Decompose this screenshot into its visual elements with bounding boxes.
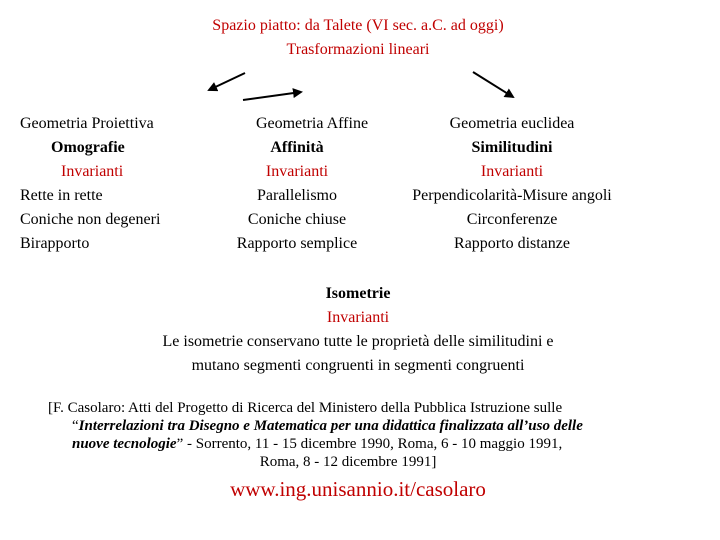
euclidea-column	[380, 112, 644, 256]
arrow-right	[473, 72, 513, 97]
citation	[48, 399, 678, 471]
affine-title: Geometria Affine	[255, 115, 369, 132]
proiettiva-column	[20, 112, 160, 256]
proiettiva-title: Geometria Proiettiva	[20, 115, 154, 132]
isometrie-line2: mutano segmenti congruenti in segmenti congruenti	[191, 357, 525, 374]
citation-title-line1: Interrelazioni tra Disegno e Matematica per una didattica finalizzata all’uso delle	[78, 418, 583, 434]
proiettiva-group: Omografie	[51, 139, 125, 156]
website-link[interactable]: www.ing.unisannio.it/casolaro	[230, 477, 486, 501]
euclidea-item: Circonferenze	[466, 211, 558, 228]
proiettiva-invariants: Invarianti	[61, 163, 124, 180]
citation-line4: Roma, 8 - 12 dicembre 1991]	[259, 454, 437, 470]
isometrie-line1: Le isometrie conservano tutte le proprietà delle similitudini e	[162, 333, 554, 350]
isometrie-block	[0, 282, 716, 378]
affine-invariants: Invarianti	[265, 163, 329, 180]
affine-item: Rapporto semplice	[236, 235, 358, 252]
isometrie-invariants: Invarianti	[326, 309, 390, 326]
citation-line1: [F. Casolaro: Atti del Progetto di Ricerca del Ministero della Pubblica Istruzione sulle	[48, 400, 563, 416]
citation-quote-open: “	[72, 418, 79, 434]
euclidea-invariants: Invarianti	[480, 163, 544, 180]
euclidea-item: Perpendicolarità-Misure angoli	[412, 187, 612, 204]
arrow-center	[243, 92, 301, 100]
proiettiva-item: Rette in rette	[20, 187, 103, 204]
header	[0, 14, 716, 62]
euclidea-title: Geometria euclidea	[449, 115, 575, 132]
proiettiva-item: Coniche non degeneri	[20, 211, 161, 228]
affine-column	[218, 112, 376, 256]
citation-line2	[48, 417, 678, 435]
euclidea-item: Rapporto distanze	[454, 235, 570, 252]
citation-line3	[48, 435, 678, 453]
isometrie-title: Isometrie	[325, 285, 391, 302]
euclidea-group: Similitudini	[471, 139, 553, 156]
arrows	[0, 60, 720, 110]
affine-item: Coniche chiuse	[247, 211, 347, 228]
proiettiva-item: Birapporto	[20, 235, 90, 252]
citation-details: - Sorrento, 11 - 15 dicembre 1990, Roma, 6 - 10 maggio 1991,	[183, 436, 563, 452]
header-title: Spazio piatto: da Talete (VI sec. a.C. ad oggi)	[212, 17, 504, 34]
arrow-left	[209, 73, 245, 90]
citation-title-line2: nuove tecnologie	[72, 436, 177, 452]
affine-group: Affinità	[270, 139, 324, 156]
affine-item: Parallelismo	[257, 187, 337, 204]
citation-quote-close: ”	[176, 436, 184, 452]
header-subtitle: Trasformazioni lineari	[286, 41, 430, 58]
